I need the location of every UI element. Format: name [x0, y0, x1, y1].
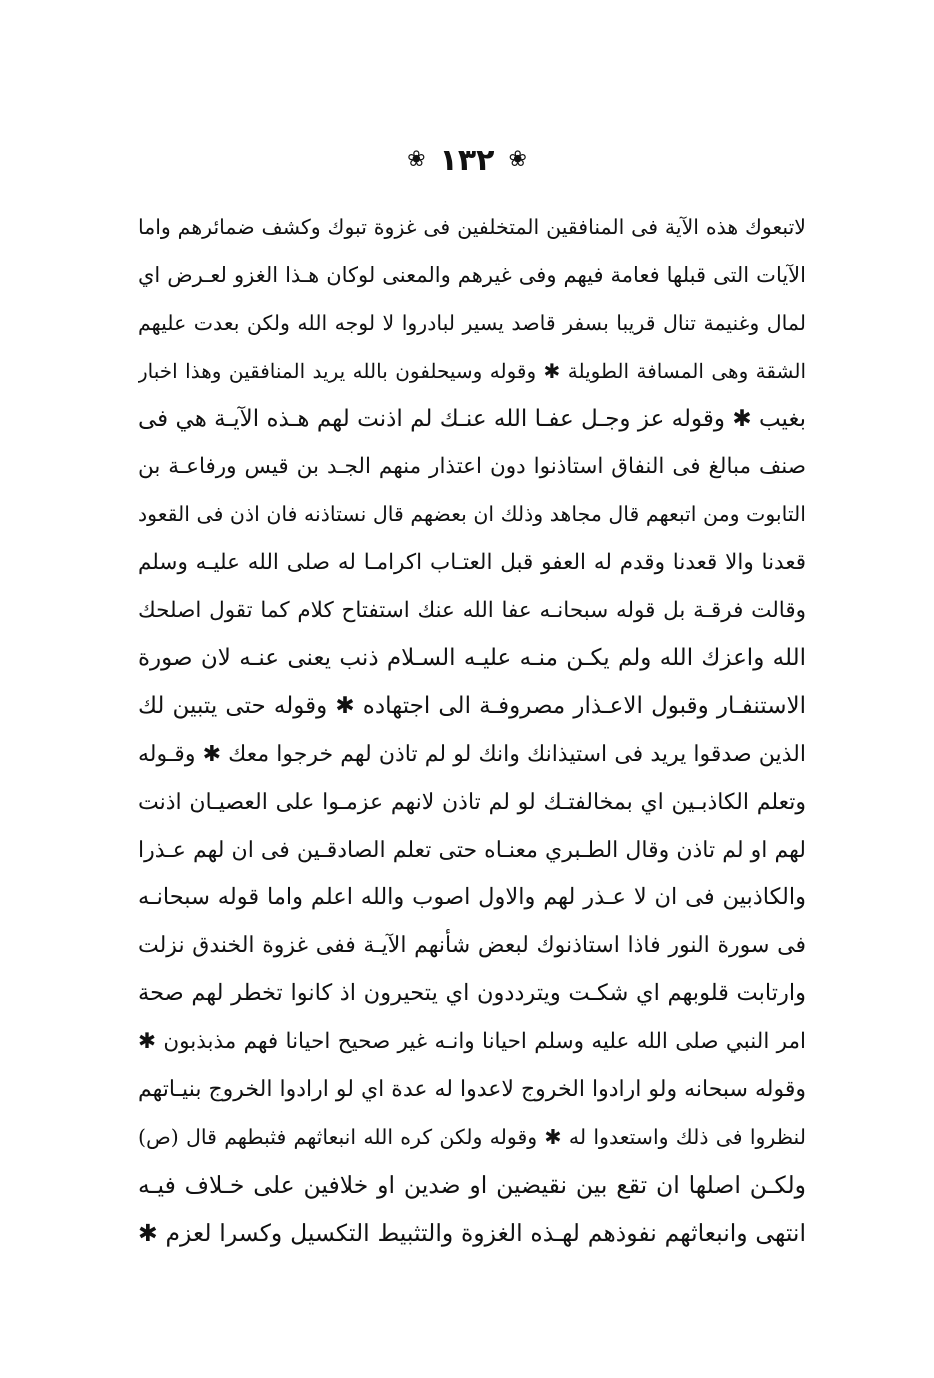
text-line: الشقة وهى المسافة الطويلة ✱ وقوله وسيحلفون بالله يريد المنافقين وهذا اخبار — [138, 358, 806, 383]
text-line: لمال وغنيمة تنال قريبا بسفر قاصد يسير لبادروا لا لوجه الله ولكن بعدت عليهم — [138, 310, 806, 335]
text-line: الاستنفـار وقبول الاعـذار مصروفـة الى اجتهاده ✱ وقوله حتى يتبين لك — [138, 692, 806, 719]
text-line: وتعلم الكاذبـين اي بمخالفتـك لو لم تاذن لانهم عزمـوا على العصيـان اذنت — [138, 789, 806, 815]
text-line: لهم او لم تاذن وقال الطـبري معنـاه حتى تعلم الصادقـين فى ان لهم عـذرا — [138, 837, 806, 863]
text-line: لاتبعوك هذه الآية فى المنافقين المتخلفين فى غزوة تبوك وكشف ضمائرهم واما — [138, 215, 806, 239]
text-line: الذين صدقوا يريد فى استيذانك وانك لو لم تاذن لهم خرجوا معك ✱ وقـوله — [138, 741, 806, 767]
text-line: قعدنا والا قعدنا وقدم له العفو قبل العتـاب اكرامـا له صلى الله عليـه وسلم — [138, 550, 806, 576]
text-line: والكاذبين فى ان لا عـذر لهم والاول اصوب والله اعلم واما قوله سبحانـه — [138, 884, 806, 911]
page-header — [0, 140, 934, 180]
text-line: امر النبي صلى الله عليه وسلم احيانا وانـه غير صحيح احيانا فهم مذبذبون ✱ — [138, 1029, 806, 1055]
text-line: صنف مبالغ فى النفاق استاذنوا دون اعتذار منهم الجـد بن قيس ورفاعـة بن — [138, 454, 806, 480]
text-line: الله واعزك الله ولم يكـن منـه عليـه السـلام ذنب يعنى عنـه لان صورة — [138, 645, 806, 672]
page-number: ١٣٢ — [439, 142, 495, 178]
text-line: فى سورة النور فاذا استاذنوك لبعض شأنهم الآيـة ففى غزوة الخندق نزلت — [138, 933, 806, 959]
text-line: لنظروا فى ذلك واستعدوا له ✱ وقوله ولكن كره الله انبعاثهم فثبطهم قال (ص) — [138, 1124, 806, 1149]
text-line: انتهى وانبعاثهم نفوذهم لهـذه الغزوة والتثبيط التكسيل وكسرا لعزم ✱ — [138, 1218, 806, 1247]
text-line: ولكـن اصلها ان تقع بين نقيضين او ضدين او خلافين على خـلاف فيـه — [138, 1170, 806, 1199]
text-line: التابوت ومن اتبعهم قال مجاهد وذلك ان بعضهم قال نستاذنه فان اذن فى القعود — [138, 502, 806, 527]
ornament-left-icon: ❀ — [407, 147, 426, 172]
text-line: وارتابت قلوبهم اي شكـت ويترددون اي يتحيرون اذ كانوا تخطر لهم صحة — [138, 980, 806, 1007]
text-line: وقوله سبحانه ولو ارادوا الخروج لاعدوا له عدة اي لو ارادوا الخروج بنيـاتهم — [138, 1077, 806, 1103]
body-text — [138, 204, 806, 1258]
ornament-right-icon: ❀ — [508, 147, 527, 172]
text-line: بغيب ✱ وقوله عز وجـل عفـا الله عنـك لم اذنت لهم هـذه الآيـة هي فى — [138, 405, 806, 432]
text-line: وقالت فرقـة بل قوله سبحانـه عفا الله عنك استفتاح كلام كما تقول اصلحك — [138, 598, 806, 624]
text-line: الآيات التى قبلها فعامة فيهم وفى غيرهم والمعنى لوكان هـذا الغزو لعـرض اي — [138, 262, 806, 287]
